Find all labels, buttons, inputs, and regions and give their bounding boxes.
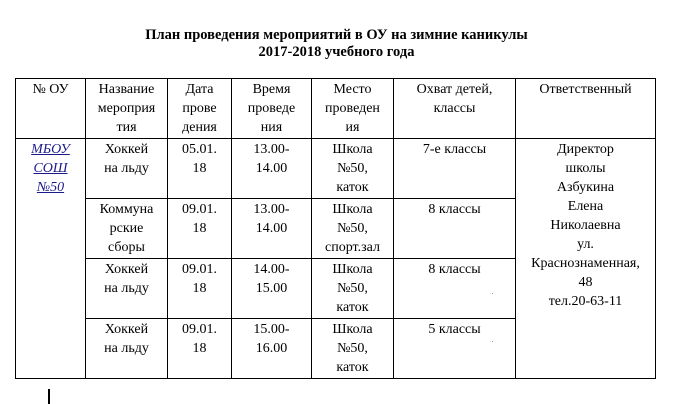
artifact-dot xyxy=(492,293,493,294)
coverage-cell: 7-е классы xyxy=(394,139,516,199)
coverage-cell: 8 классы xyxy=(394,259,516,319)
header-responsible: Ответственный xyxy=(516,79,656,139)
time-cell: 13.00- 14.00 xyxy=(232,199,312,259)
header-coverage: Охват детей, классы xyxy=(394,79,516,139)
date-cell: 05.01. 18 xyxy=(168,139,232,199)
event-cell: Хоккей на льду xyxy=(86,319,168,379)
document-subtitle: 2017-2018 учебного года xyxy=(258,44,415,60)
header-date: Дата прове дения xyxy=(168,79,232,139)
document-title: План проведения мероприятий в ОУ на зимние каникулы xyxy=(145,27,528,43)
date-cell: 09.01. 18 xyxy=(168,319,232,379)
header-row xyxy=(16,79,656,139)
event-cell: Хоккей на льду xyxy=(86,259,168,319)
date-cell: 09.01. 18 xyxy=(168,259,232,319)
header-place: Место проведен ия xyxy=(312,79,394,139)
event-cell: Коммуна рские сборы xyxy=(86,199,168,259)
time-cell: 14.00- 15.00 xyxy=(232,259,312,319)
responsible-cell: Директор школы Азбукина Елена Николаевна ул. Краснознаменная, 48 тел.20-63-11 xyxy=(516,139,656,379)
artifact-dot xyxy=(492,341,493,342)
date-cell: 09.01. 18 xyxy=(168,199,232,259)
time-cell: 15.00- 16.00 xyxy=(232,319,312,379)
time-cell: 13.00- 14.00 xyxy=(232,139,312,199)
header-time: Время проведе ния xyxy=(232,79,312,139)
coverage-cell: 5 классы xyxy=(394,319,516,379)
place-cell: Школа №50, каток xyxy=(312,139,394,199)
table-row xyxy=(16,139,656,199)
place-cell: Школа №50, спорт.зал xyxy=(312,199,394,259)
org-link[interactable]: МБОУ СОШ №50 xyxy=(16,139,86,379)
header-event: Название мероприя тия xyxy=(86,79,168,139)
event-cell: Хоккей на льду xyxy=(86,139,168,199)
text-cursor xyxy=(48,389,50,404)
place-cell: Школа №50, каток xyxy=(312,319,394,379)
events-table xyxy=(15,78,656,379)
coverage-cell: 8 классы xyxy=(394,199,516,259)
place-cell: Школа №50, каток xyxy=(312,259,394,319)
header-num: № ОУ xyxy=(16,79,86,139)
